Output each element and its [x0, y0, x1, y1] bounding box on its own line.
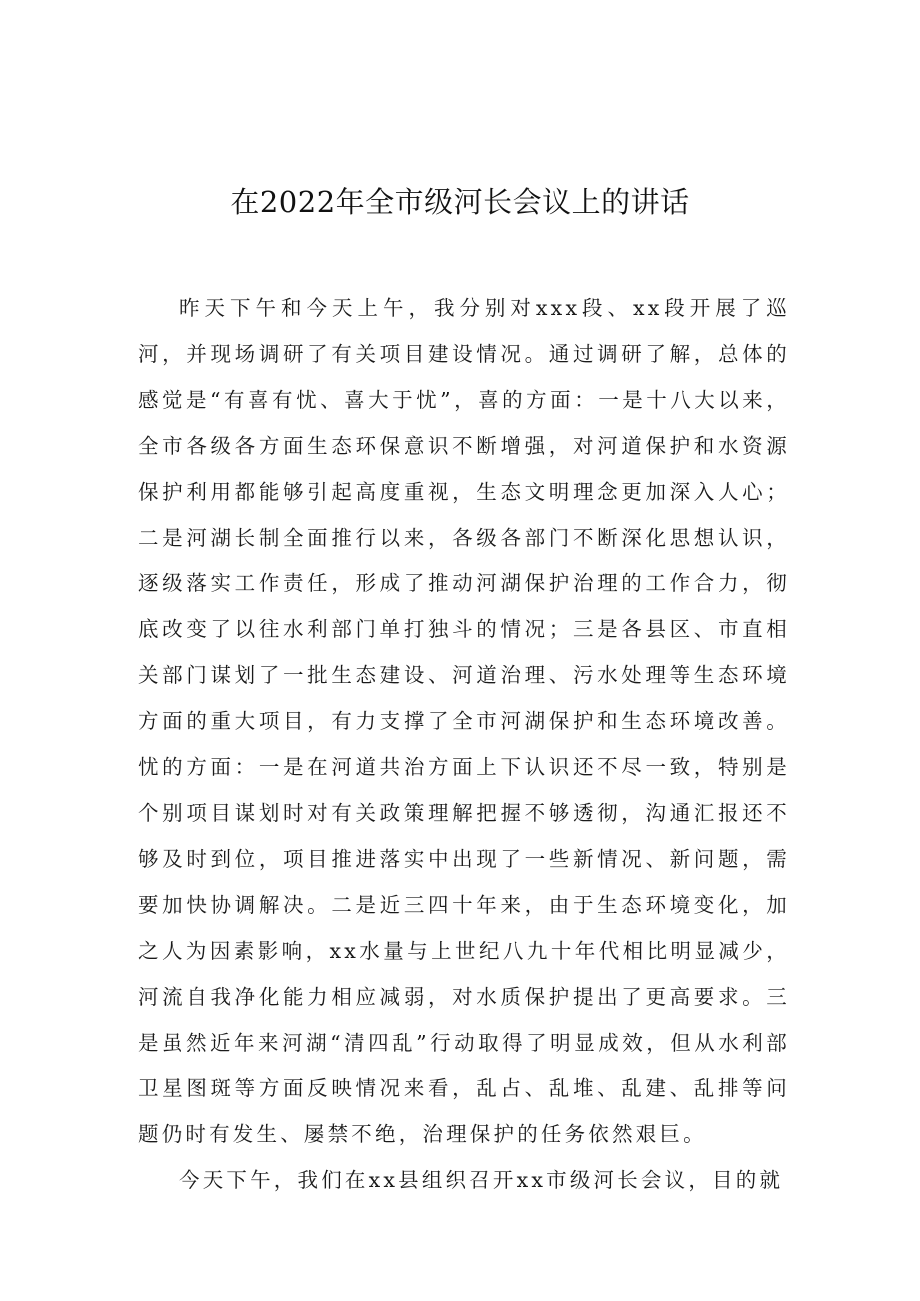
body-paragraph-1: 昨天下午和今天上午，我分别对xxx段、xx段开展了巡河，并现场调研了有关项目建设情况。通过调研了解，总体的感觉是“有喜有忧、喜大于忧”，喜的方面：一是十八大以来，全市各级各方面生态环保意识不断增强，对河道保护和水资源保护利用都能够引起高度重视，生态文明理念更加深入人心；二是河湖长制全面推行以来，各级各部门不断深化思想认识，逐级落实工作责任，形成了推动河湖保护治理的工作合力，彻底改变了以往水利部门单打独斗的情况；三是各县区、市直相关部门谋划了一批生态建设、河道治理、污水处理等生态环境方面的重大项目，有力支撑了全市河湖保护和生态环境改善。忧的方面：一是在河道共治方面上下认识还不尽一致，特别是个别项目谋划时对有关政策理解把握不够透彻，沟通汇报还不够及时到位，项目推进落实中出现了一些新情况、新问题，需要加快协调解决。二是近三四十年来，由于生态环境变化，加之人为因素影响，xx水量与上世纪八九十年代相比明显减少，河流自我净化能力相应减弱，对水质保护提出了更高要求。三是虽然近年来河湖“清四乱”行动取得了明显成效，但从水利部卫星图斑等方面反映情况来看，乱占、乱堆、乱建、乱排等问题仍时有发生、屡禁不绝，治理保护的任务依然艰巨。 [138, 296, 790, 1147]
document-body [138, 286, 790, 1204]
body-paragraph-2: 今天下午，我们在xx县组织召开xx市级河长会议，目的就 [179, 1168, 784, 1193]
document-title: 在2022年全市级河长会议上的讲话 [230, 185, 690, 219]
